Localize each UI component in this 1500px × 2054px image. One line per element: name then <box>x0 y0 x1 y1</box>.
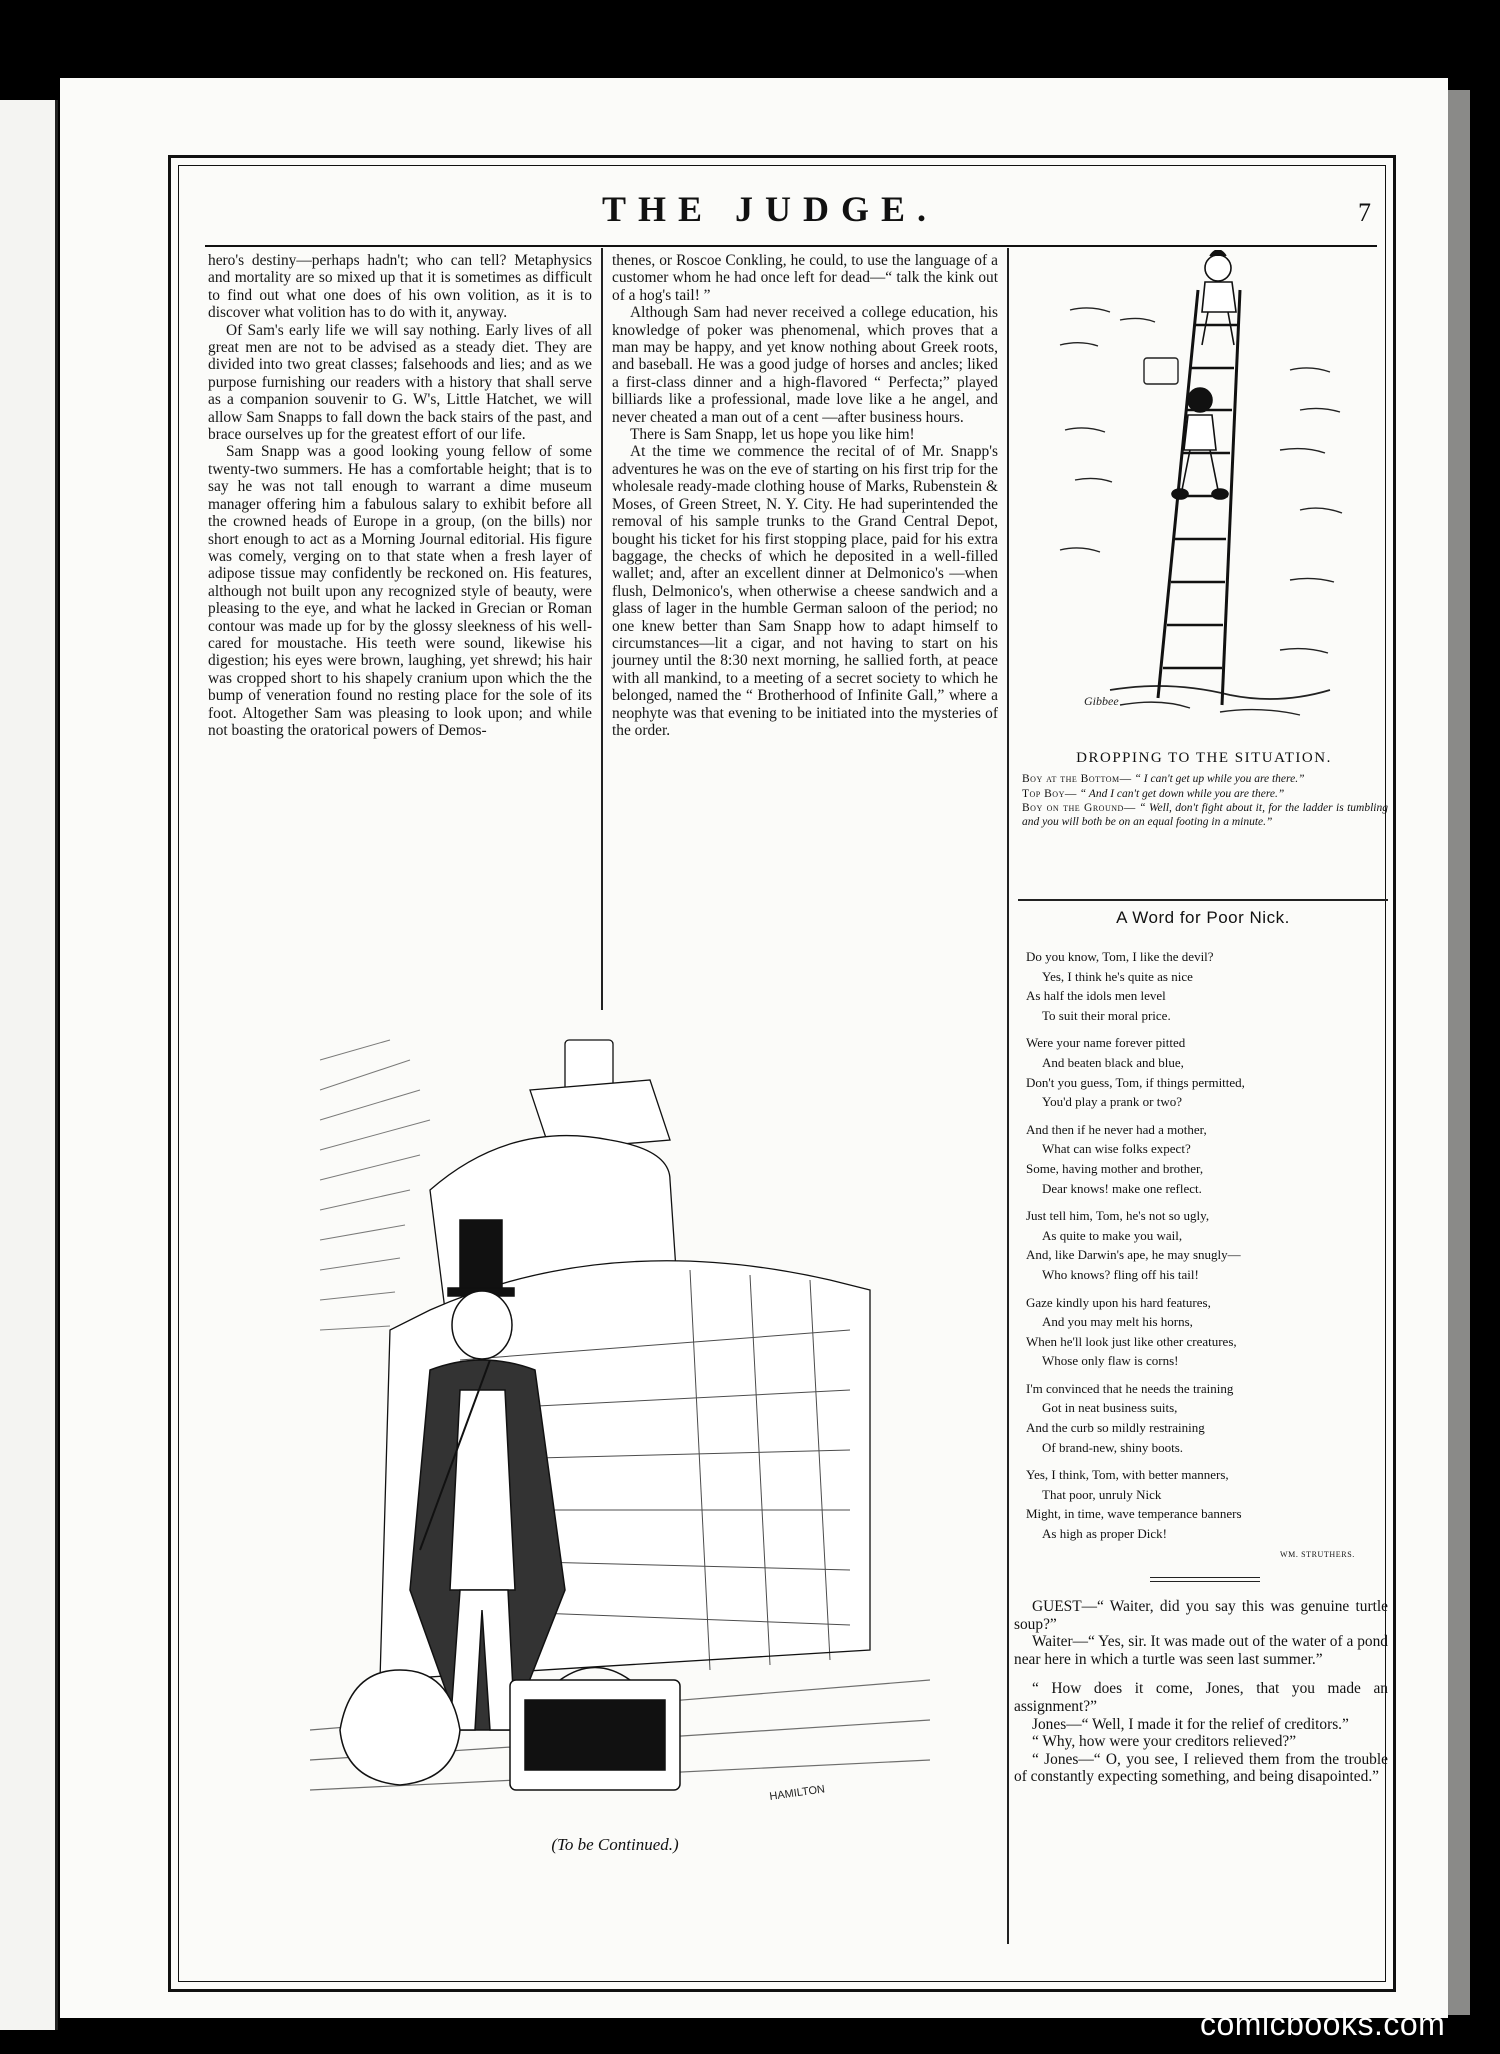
poem-line: You'd play a prank or two? <box>1042 1094 1183 1110</box>
poem-line: Gaze kindly upon his hard features, <box>1026 1294 1211 1310</box>
poem-body <box>1026 947 1386 1552</box>
jokes-column <box>1014 1598 1388 1786</box>
paragraph: thenes, or Roscoe Conkling, he could, to use the language of a customer whom he had once left for dead—“ talk the kink out of a hog's tail! ” <box>612 252 998 304</box>
paragraph: Sam Snapp was a good looking young fellow of some twenty-two summers. He has a comfortable height; that is to say he was not tall enough to warrant a dime museum manager offering him a fabulous salary to exhibit before all the crowned heads of Europe in a group, (on the bills) nor short enough to act as a Morning Journal editorial. His figure was comely, verging on to that state when a fresh layer of adipose tissue may confidently be reckoned on. His features, although not built upon any recognized style of beauty, were pleasing to the eye, and what he lacked in Grecian or Roman contour was made up for by the glossy sleekness of his well-cared for moustache. His teeth were sound, likewise his digestion; his eyes were brown, laughing, yet shrewd; his hair was cropped short to his shapely cranium upon which the the bump of veneration found no resting place for the sole of its foot. Altogether Sam was pleasing to look upon; and while not boasting the oratorical powers of Demos- <box>208 443 592 739</box>
speaker-label: Boy on the Ground— <box>1022 802 1136 814</box>
speech-text: “ And I can't get down while you are there.” <box>1079 787 1285 800</box>
poem-line: Yes, I think he's quite as nice <box>1042 968 1193 984</box>
poem-line: What can wise folks expect? <box>1042 1141 1191 1157</box>
paragraph: hero's destiny—perhaps hadn't; who can tell? Metaphysics and mortality are so mixed up that it is sometimes as difficult to find out what one does of his own volition, as it is to discover what volition has to do with it, anyway. <box>208 252 592 322</box>
header-rule <box>205 245 1377 247</box>
joke-line: “ Why, how were your creditors relieved?” <box>1032 1733 1297 1751</box>
joke-line: “ How does it come, Jones, that you made an assignment?” <box>1014 1680 1388 1715</box>
poem-stanza <box>1026 1293 1386 1371</box>
ladder-cartoon-illustration <box>1050 250 1370 730</box>
poem-line: Whose only flaw is corns! <box>1042 1353 1179 1369</box>
poem-line: Got in neat business suits, <box>1042 1400 1178 1416</box>
poem-line: And the curb so mildly restraining <box>1026 1420 1205 1436</box>
poem-line: As quite to make you wail, <box>1042 1227 1183 1243</box>
poem-stanza <box>1026 1033 1386 1111</box>
poem-line: As half the idols men level <box>1026 988 1166 1004</box>
artist-signature: HAMILTON <box>768 1783 826 1803</box>
poem-line: And, like Darwin's ape, he may snugly— <box>1026 1247 1241 1263</box>
poem-stanza <box>1026 1379 1386 1457</box>
speaker-label: Top Boy— <box>1022 787 1077 800</box>
dialogue-line <box>1022 788 1388 802</box>
site-watermark: comicbooks.com <box>1200 2006 1446 2042</box>
column-divider <box>601 248 603 1010</box>
poem-line: That poor, unruly Nick <box>1042 1486 1162 1502</box>
page-number: 7 <box>1358 198 1371 227</box>
poem-line: Dear knows! make one reflect. <box>1042 1180 1202 1196</box>
to-be-continued-caption: (To be Continued.) <box>551 1835 679 1854</box>
poem-line: Just tell him, Tom, he's not so ugly, <box>1026 1208 1210 1224</box>
poem-line: Were your name forever pitted <box>1026 1035 1186 1051</box>
cartoon-title: DROPPING TO THE SITUATION. <box>1076 750 1332 766</box>
poem-stanza <box>1026 1120 1386 1198</box>
joke-line: Jones—“ Well, I made it for the relief of creditors.” <box>1032 1715 1349 1733</box>
poem-line: As high as proper Dick! <box>1042 1526 1167 1542</box>
adjacent-page-edge <box>0 100 58 2030</box>
speaker-label: Boy at the Bottom— <box>1022 773 1132 785</box>
poem-signature: WM. STRUTHERS. <box>1280 1550 1355 1559</box>
poem-stanza <box>1026 1465 1386 1543</box>
poem-line: Who knows? fling off his tail! <box>1042 1266 1199 1282</box>
poem-stanza <box>1026 947 1386 1025</box>
masthead-title: THE JUDGE. <box>601 189 939 229</box>
joke-line: “ Jones—“ O, you see, I relieved them from the trouble of constantly expecting something, and being disapointed.” <box>1014 1750 1388 1786</box>
story-column-2 <box>612 252 998 739</box>
paragraph: Although Sam had never received a college education, his knowledge of poker was phenomenal, which proves that a man may be happy, and yet know nothing about Greek roots, and baseball. He was a good judge of horses and ancles; liked a first-class dinner and a high-flavored “ Perfecta;” played billiards like a professional, made love like a he angel, and never cheated a man out of a cent —after business hours. <box>612 304 998 426</box>
poem-line: And then if he never had a mother, <box>1026 1121 1207 1137</box>
traveler-with-trunks-illustration <box>310 1030 930 1810</box>
cartoon-dialogue <box>1022 773 1388 830</box>
poem-line: Some, having mother and brother, <box>1026 1160 1204 1176</box>
poem-line: I'm convinced that he needs the training <box>1026 1380 1234 1396</box>
joke-line: GUEST—“ Waiter, did you say this was genuine turtle soup?” <box>1014 1598 1388 1633</box>
poem-line: When he'll look just like other creatures, <box>1026 1333 1237 1349</box>
artist-signature: Gibbee <box>1084 694 1119 708</box>
poem-stanza <box>1026 1206 1386 1284</box>
poem-title: A Word for Poor Nick. <box>1116 908 1290 927</box>
poem-line: Don't you guess, Tom, if things permitted, <box>1026 1074 1245 1090</box>
section-double-rule <box>1150 1577 1260 1582</box>
poem-line: To suit their moral price. <box>1042 1007 1171 1023</box>
dialogue-line <box>1022 802 1388 829</box>
poem-line: Do you know, Tom, I like the devil? <box>1026 949 1214 964</box>
column-divider <box>1007 248 1009 1944</box>
poem-line: Of brand-new, shiny boots. <box>1042 1439 1184 1455</box>
poem-line: Yes, I think, Tom, with better manners, <box>1026 1467 1229 1483</box>
story-column-1 <box>208 252 592 739</box>
paragraph: There is Sam Snapp, let us hope you like him! <box>630 426 915 444</box>
speech-text: “ Well, don't fight about it, for the ladder is tumbling and you will both be on an equal footing in a minute.” <box>1022 802 1389 828</box>
joke-line: Waiter—“ Yes, sir. It was made out of the water of a pond near here in which a turtle was seen last summer.” <box>1014 1633 1388 1668</box>
poem-line: And beaten black and blue, <box>1042 1054 1184 1070</box>
paragraph: Of Sam's early life we will say nothing. Early lives of all great men are not to be advised as a steady diet. They are divided into two great classes; falsehoods and lies; and as we purpose furnishing our readers with a history that shall serve as a companion souvenir to G. W's, Little Hatchet, we will allow Sam Snapps to fall down the back stairs of the past, and brace ourselves up for the greatest effort of our life. <box>208 321 592 444</box>
poem-line: Might, in time, wave temperance banners <box>1026 1506 1242 1522</box>
poem-line: And you may melt his horns, <box>1042 1314 1193 1330</box>
paragraph: At the time we commence the recital of of Mr. Snapp's adventures he was on the eve of starting on his first trip for the wholesale ready-made clothing house of Marks, Rubenstein & Moses, of Green Street, N. Y. City. He had superintended the removal of his sample trunks to the Grand Central Depot, bought his ticket for his first stopping place, paid for his extra baggage, the checks of which he deposited in a well-filled wallet; and, after an excellent dinner at Delmonico's —when flush, Delmonico's, when otherwise a cheese sandwich and a glass of lager in the humble German saloon of the period; no one knew better than Sam Snapp how to adapt himself to circumstances—lit a cigar, and not having to start on his journey until the 8:30 next morning, he sallied forth, at peace with all mankind, to a meeting of a secret society to which he belonged, named the “ Brotherhood of Infinite Gall,” where a neophyte was that evening to be initiated into the mysteries of the order. <box>612 443 998 739</box>
dialogue-line <box>1022 773 1388 787</box>
section-rule <box>1018 899 1388 901</box>
page-binding-shadow <box>1448 90 1470 2015</box>
speech-text: “ I can't get up while you are there.” <box>1134 773 1305 785</box>
